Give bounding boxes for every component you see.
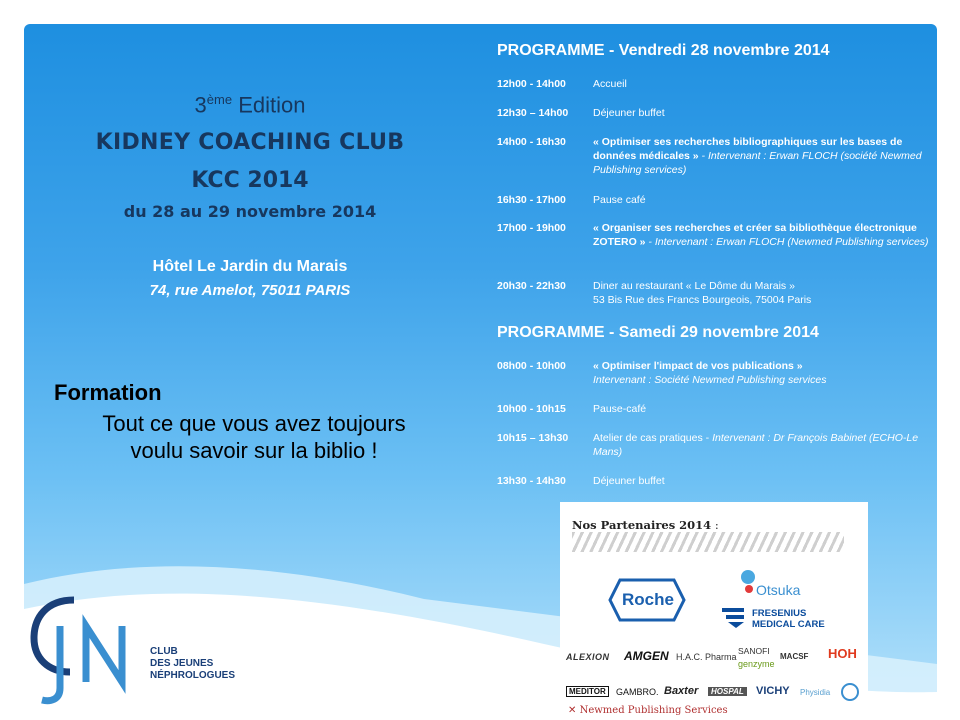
row-text: Déjeuner buffet (593, 475, 665, 487)
row-text: « Optimiser ses recherches bibliographiques sur les bases de données médicales » - Intervenant : Erwan FLOCH (société Newmed Publishing services) (593, 136, 922, 176)
physidia-logo: Physidia (800, 688, 831, 697)
programme-row (497, 77, 937, 91)
partners-panel (560, 502, 868, 720)
programme-row (497, 221, 937, 249)
hospal-logo: HOSPAL (708, 687, 747, 696)
programme-row (497, 193, 937, 207)
edition-label: 3ème Edition (194, 92, 306, 118)
row-text: Déjeuner buffet (593, 107, 665, 119)
programme-row (497, 279, 937, 307)
row-time: 10h00 - 10h15 (497, 403, 566, 415)
gambro-logo: GAMBRO. (616, 687, 659, 697)
row-time: 10h15 – 13h30 (497, 432, 569, 444)
macsf-logo: MACSF (780, 652, 809, 661)
vichy-logo: VICHY (756, 685, 790, 697)
programme-row (497, 106, 937, 120)
formation-line: voulu savoir sur la biblio ! (130, 438, 378, 463)
formation-title: Formation (54, 380, 162, 405)
roche-logo-text: Roche (622, 590, 674, 609)
otsuka-logo-text: Otsuka (756, 582, 801, 598)
event-short-title: KCC 2014 (191, 168, 309, 193)
programme-row (497, 402, 937, 416)
programme-row (497, 474, 937, 488)
programme-row (497, 359, 937, 387)
amgen-logo: AMGEN (624, 649, 669, 663)
meditor-logo: MEDITOR (566, 686, 609, 697)
decorative-stripes (572, 532, 844, 552)
formation-tagline (54, 410, 454, 464)
venue-address: 74, rue Amelot, 75011 PARIS (149, 282, 351, 299)
event-title: KIDNEY COACHING CLUB (95, 130, 405, 155)
fresenius-icon (722, 608, 748, 628)
programme-saturday-title: PROGRAMME - Samedi 29 novembre 2014 (497, 324, 819, 341)
hoh-logo: HOH (828, 646, 857, 661)
row-text: Pause-café (593, 403, 647, 415)
row-time: 17h00 - 19h00 (497, 222, 566, 234)
cjn-logo-text: CLUB DES JEUNES NÉPHROLOGUES (150, 646, 236, 681)
event-dates: du 28 au 29 novembre 2014 (123, 202, 377, 221)
row-text: Accueil (593, 78, 627, 90)
row-time: 13h30 - 14h30 (497, 475, 566, 487)
sanofi-logo: SANOFI (738, 646, 770, 656)
row-text: Diner au restaurant « Le Dôme du Marais » 53 Bis Rue des Francs Bourgeois, 75004 Paris (593, 280, 812, 306)
row-text: « Organiser ses recherches et créer sa bibliothèque électronique ZOTERO » - Intervenant : Erwan FLOCH (Newmed Publishing services) (593, 222, 929, 248)
row-time: 08h00 - 10h00 (497, 360, 566, 372)
programme-row (497, 431, 937, 459)
hac-pharma-logo: H.A.C. Pharma (676, 652, 737, 662)
alexion-logo: ALEXION (566, 652, 610, 662)
row-text: « Optimiser l'impact de vos publications » Intervenant : Société Newmed Publishing services (593, 360, 827, 386)
row-time: 14h00 - 16h30 (497, 136, 566, 148)
row-time: 16h30 - 17h00 (497, 194, 566, 206)
fresenius-logo: FRESENIUS MEDICAL CARE (752, 608, 825, 630)
row-text: Atelier de cas pratiques - Intervenant : Dr François Babinet (ECHO-Le Mans) (593, 432, 919, 458)
row-time: 12h30 – 14h00 (497, 107, 569, 119)
row-time: 12h00 - 14h00 (497, 78, 566, 90)
programme-friday-title: PROGRAMME - Vendredi 28 novembre 2014 (497, 42, 830, 59)
row-time: 20h30 - 22h30 (497, 280, 566, 292)
row-text: Pause café (593, 194, 646, 206)
partners-title: Nos Partenaires 2014 : (572, 518, 719, 532)
genzyme-logo: genzyme (738, 659, 775, 669)
venue-name: Hôtel Le Jardin du Marais (152, 258, 348, 275)
formation-line: Tout ce que vous avez toujours (102, 411, 406, 436)
newmed-logo: ✕ Newmed Publishing Services (568, 705, 728, 716)
programme-row (497, 135, 937, 177)
partner-round-icon (840, 682, 860, 702)
baxter-logo: Baxter (664, 685, 699, 697)
